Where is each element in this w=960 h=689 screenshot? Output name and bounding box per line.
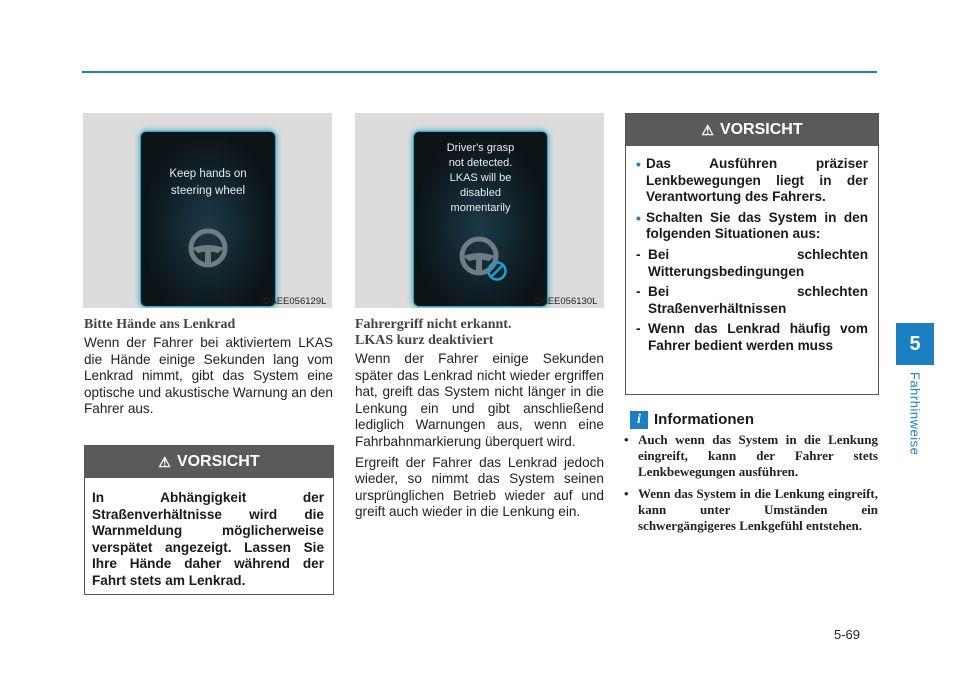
info-icon: i <box>630 411 648 429</box>
caution-subitem: - Bei schlechten Straßenverhältnissen <box>636 284 868 316</box>
caution-text: In Abhängigkeit der Straßenverhältnisse wird die Warnmeldung möglicherweise verspätet angezeigt. Lassen Sie Ihre Hände daher während der Fahrt stets am Lenkrad. <box>92 490 324 588</box>
caution-box <box>84 445 334 595</box>
caution-title: VORSICHT <box>719 121 803 138</box>
caution-subitem: - Wenn das Lenkrad häufig vom Fahrer bedient werden muss <box>636 321 868 353</box>
cluster-display <box>140 131 276 307</box>
caution-bullet <box>636 210 868 243</box>
figure-grasp-not-detected <box>355 113 604 308</box>
heading-line: Fahrergriff nicht erkannt. <box>355 317 512 332</box>
info-title: Informationen <box>654 411 754 428</box>
info-text: Auch wenn das System in die Lenkung eingreift, kann der Fahrer stets Lenkbewegungen ausführen. <box>638 432 878 479</box>
info-list <box>624 432 878 540</box>
prohibited-icon <box>486 260 508 282</box>
figure-code: OAEE056129L <box>263 296 327 307</box>
chapter-number-tab: 5 <box>896 323 934 365</box>
subitem-text: Bei schlechten Straßenverhältnissen <box>648 284 868 316</box>
info-text: Wenn das System in die Lenkung eingreift, kann unter Umständen ein schwergängigeres Lenkgefühl entstehen. <box>638 486 878 533</box>
section-body <box>355 351 604 525</box>
list-item: • Auch wenn das System in die Lenkung eingreift, kann der Fahrer stets Lenkbewegungen ausführen. <box>624 432 878 479</box>
section-heading: Bitte Hände ans Lenkrad <box>84 317 236 332</box>
bullet-text: Das Ausführen präziser Lenkbewegungen liegt in der Verantwortung des Fahrers. <box>646 156 868 205</box>
bullet-text: Schalten Sie das System in den folgenden Situationen aus: <box>646 209 868 242</box>
display-message: Keep hands on steering wheel <box>169 168 247 197</box>
caution-bullet <box>636 156 868 206</box>
heading-line: LKAS kurz deaktiviert <box>355 333 494 348</box>
steering-wheel-icon <box>186 226 230 270</box>
figure-keep-hands <box>83 113 332 308</box>
chapter-title: Fahrhinweise <box>907 372 923 456</box>
caution-text <box>636 156 868 359</box>
header-rule <box>82 71 877 73</box>
bullet-icon: • <box>636 156 641 172</box>
section-body <box>84 335 333 422</box>
caution-title: VORSICHT <box>176 453 260 470</box>
paragraph: Ergreift der Fahrer das Lenkrad jedoch wieder, so nimmt das System seinen ursprünglichen Betrieb wieder auf und greift auch wieder in die Lenkung ein. <box>355 454 604 520</box>
paragraph: Wenn der Fahrer bei aktiviertem LKAS die Hände einige Sekunden lang vom Lenkrad nimmt, gibt das System eine optische und akustische Warnung an den Fahrer aus. <box>84 335 333 417</box>
caution-box <box>625 113 879 395</box>
figure-code: OAEE056130L <box>534 296 598 307</box>
subitem-text: Wenn das Lenkrad häufig vom Fahrer bedient werden muss <box>648 321 868 353</box>
page-number: 5-69 <box>834 627 861 642</box>
cluster-display <box>413 131 548 307</box>
paragraph: Wenn der Fahrer einige Sekunden später das Lenkrad nicht wieder ergriffen hat, greift das System nicht länger in die Lenkung ein und gibt anschließend lediglich Warnungen aus, wenn eine Fahrbahnmarkierung überquert wird. <box>355 351 604 449</box>
warning-triangle-icon: ⚠ <box>701 121 714 138</box>
display-message: Driver's grasp not detected. LKAS will be disabled momentarily <box>446 142 515 214</box>
warning-triangle-icon: ⚠ <box>158 453 171 470</box>
caution-header <box>626 114 878 146</box>
list-item: • Wenn das System in die Lenkung eingreift, kann unter Umständen ein schwergängigeres Lenkgefühl entstehen. <box>624 486 878 533</box>
subitem-text: Bei schlechten Witterungsbedingungen <box>648 246 868 279</box>
caution-header <box>85 446 333 478</box>
caution-subitem: - Bei schlechten Witterungsbedingungen <box>636 246 868 279</box>
bullet-icon: • <box>636 209 641 226</box>
section-heading <box>355 317 511 349</box>
